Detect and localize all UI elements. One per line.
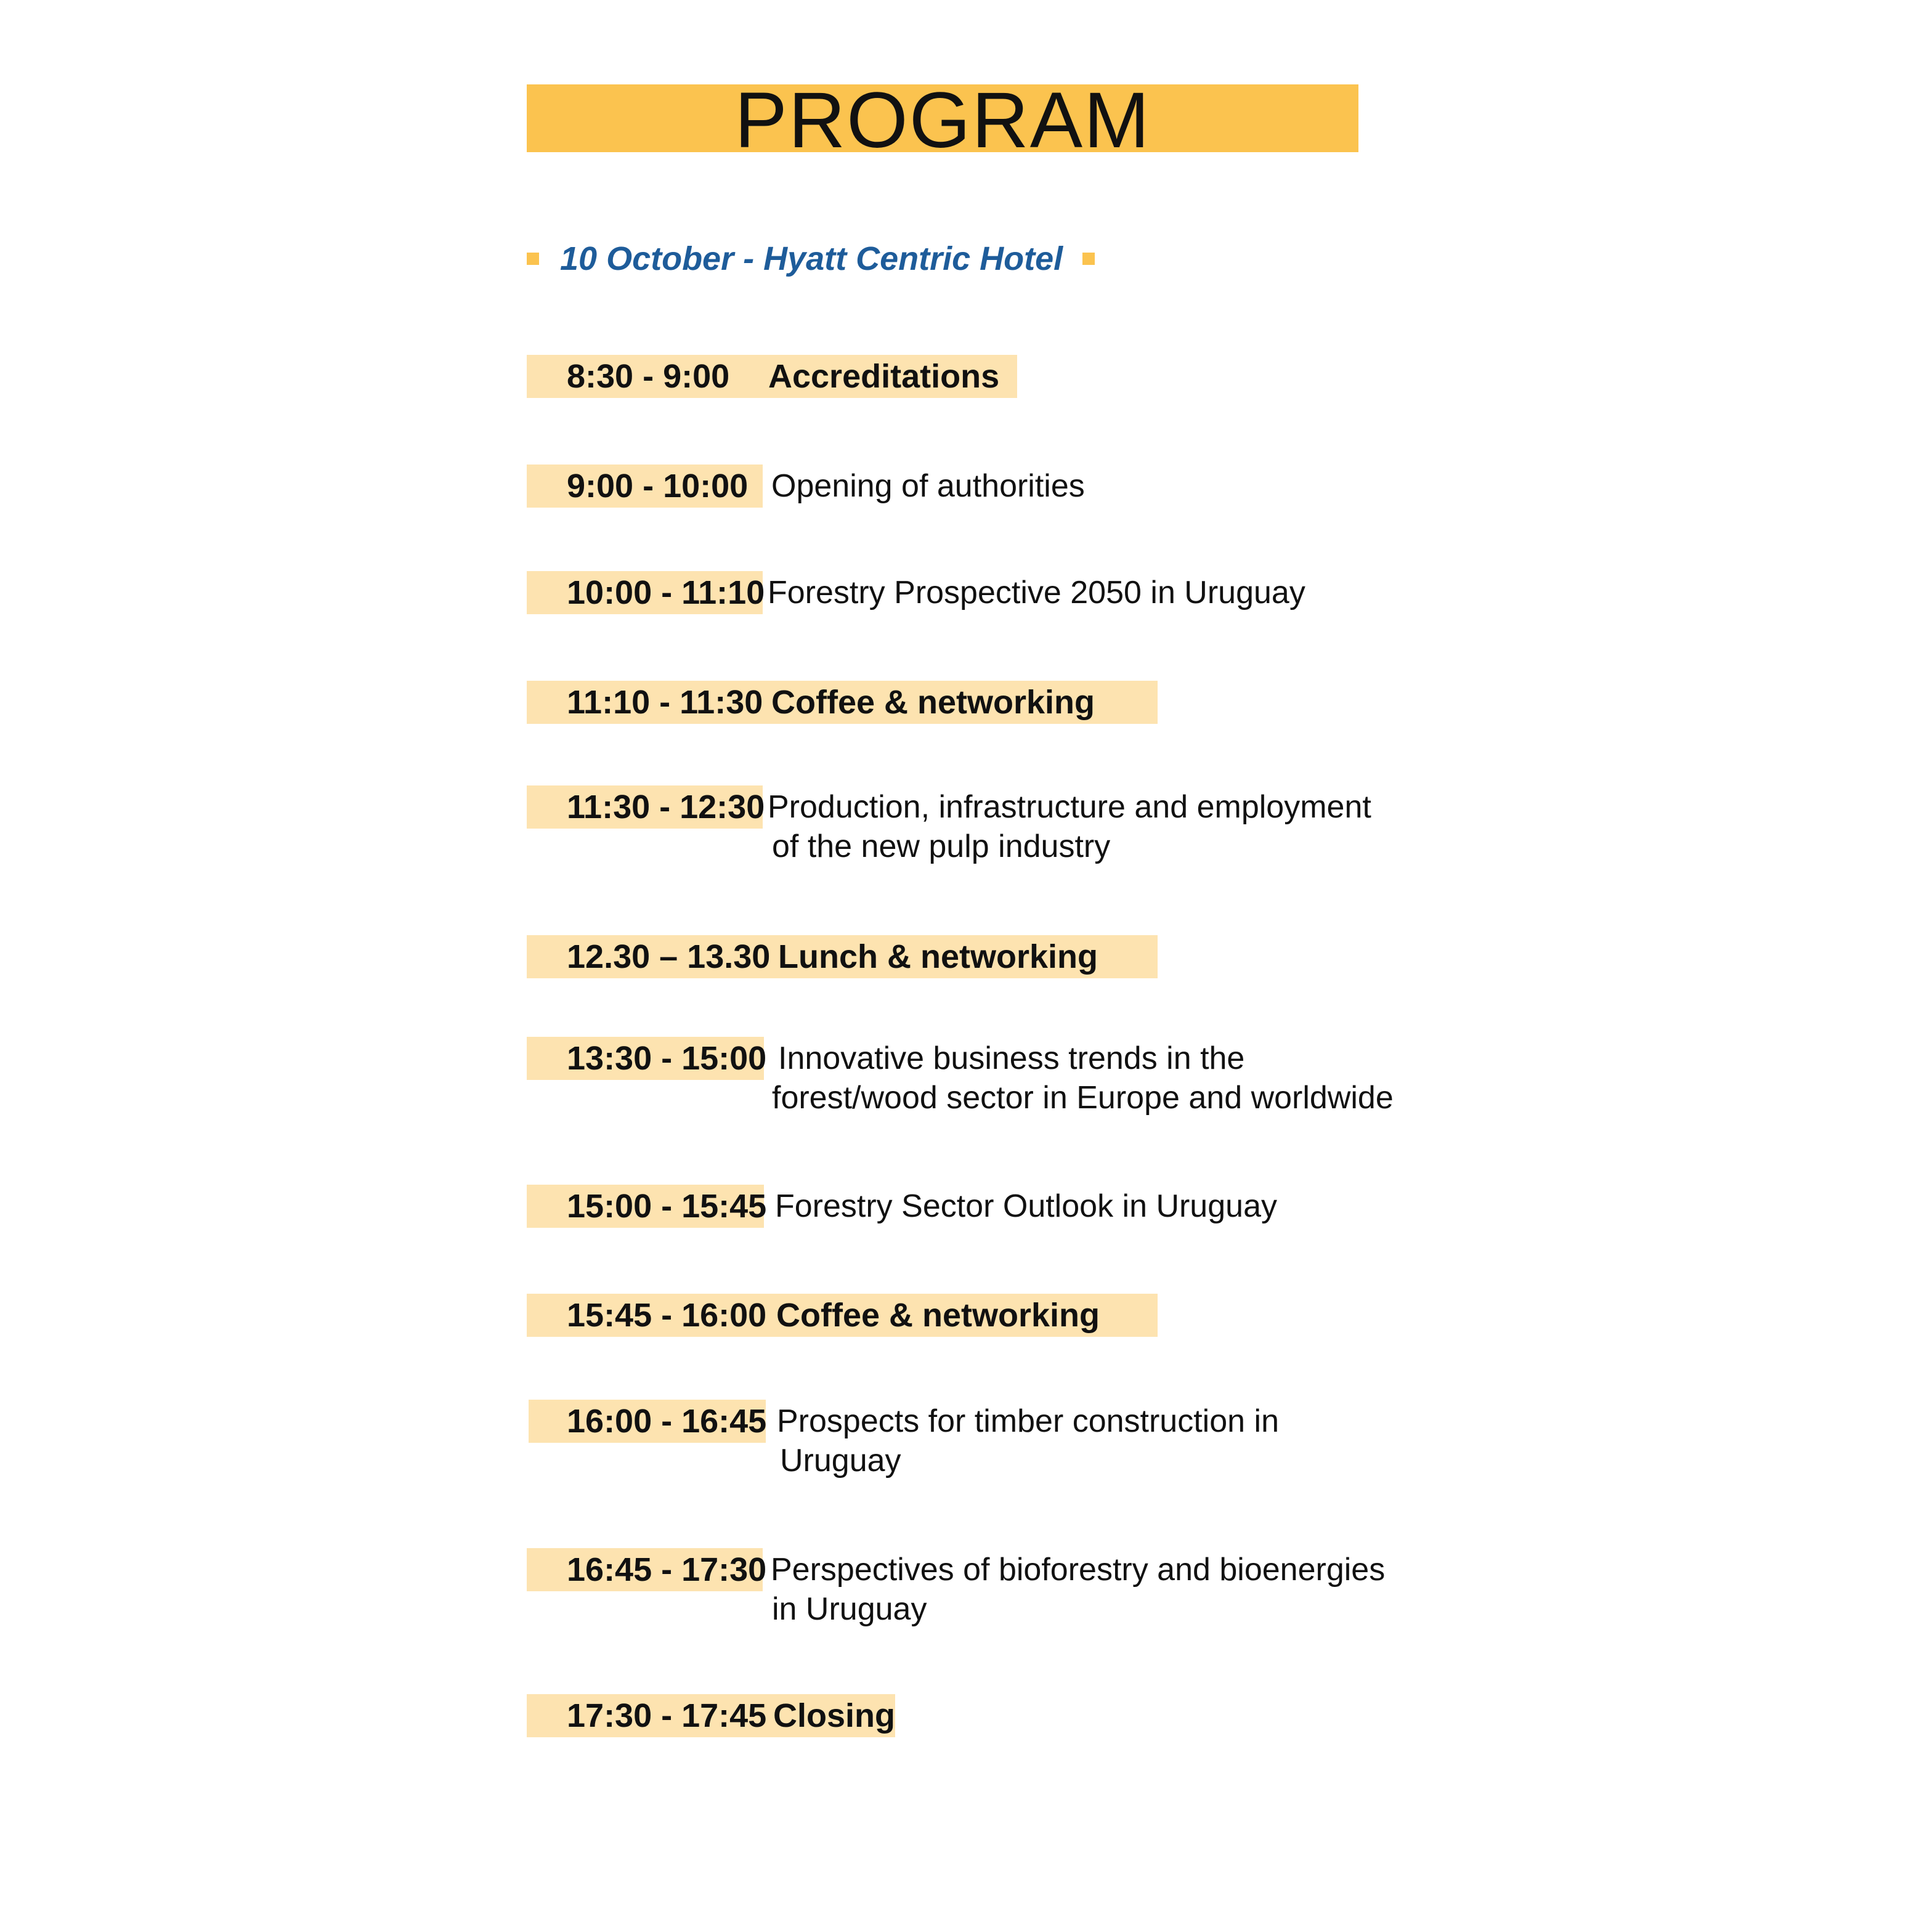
schedule-title-line2: Uruguay <box>780 1443 901 1479</box>
schedule-title: Opening of authorities <box>771 468 1085 504</box>
schedule-time: 8:30 - 9:00 <box>567 358 730 395</box>
schedule-title: Perspectives of bioforestry and bioenergies <box>771 1552 1386 1588</box>
schedule-title: Coffee & networking <box>776 1297 1100 1334</box>
schedule-title: Lunch & networking <box>778 938 1098 975</box>
schedule-time: 17:30 - 17:45 <box>567 1697 767 1734</box>
schedule-title: Coffee & networking <box>771 684 1095 721</box>
schedule-title: Innovative business trends in the <box>778 1041 1245 1076</box>
schedule-time: 13:30 - 15:00 <box>567 1040 767 1077</box>
bullet-square-icon <box>527 253 539 265</box>
schedule-time: 16:00 - 16:45 <box>567 1403 767 1440</box>
schedule-title-line2: of the new pulp industry <box>772 829 1111 864</box>
schedule-time: 12.30 – 13.30 <box>567 938 771 975</box>
schedule-title: Forestry Sector Outlook in Uruguay <box>775 1188 1277 1224</box>
schedule-title: Prospects for timber construction in <box>777 1403 1279 1439</box>
schedule-time: 9:00 - 10:00 <box>567 468 749 505</box>
event-date-location <box>527 237 1095 280</box>
schedule-time: 11:10 - 11:30 <box>567 684 763 721</box>
page-title: PROGRAM <box>734 76 1151 164</box>
schedule-time: 11:30 - 12:30 <box>567 789 765 826</box>
schedule-title-line2: in Uruguay <box>772 1591 927 1627</box>
bullet-square-icon <box>1082 253 1095 265</box>
schedule-time: 16:45 - 17:30 <box>567 1551 767 1588</box>
schedule-time: 15:00 - 15:45 <box>567 1188 767 1225</box>
schedule-title: Accreditations <box>768 358 1000 395</box>
schedule-time: 15:45 - 16:00 <box>567 1297 767 1334</box>
date-location-text: 10 October - Hyatt Centric Hotel <box>560 240 1063 277</box>
schedule-title: Production, infrastructure and employment <box>768 789 1371 825</box>
schedule-title: Closing <box>773 1697 895 1734</box>
schedule-title: Forestry Prospective 2050 in Uruguay <box>768 575 1305 611</box>
program-title-bar <box>527 76 1358 164</box>
schedule-title-line2: forest/wood sector in Europe and worldwide <box>772 1080 1394 1116</box>
schedule-time: 10:00 - 11:10 <box>567 574 765 611</box>
